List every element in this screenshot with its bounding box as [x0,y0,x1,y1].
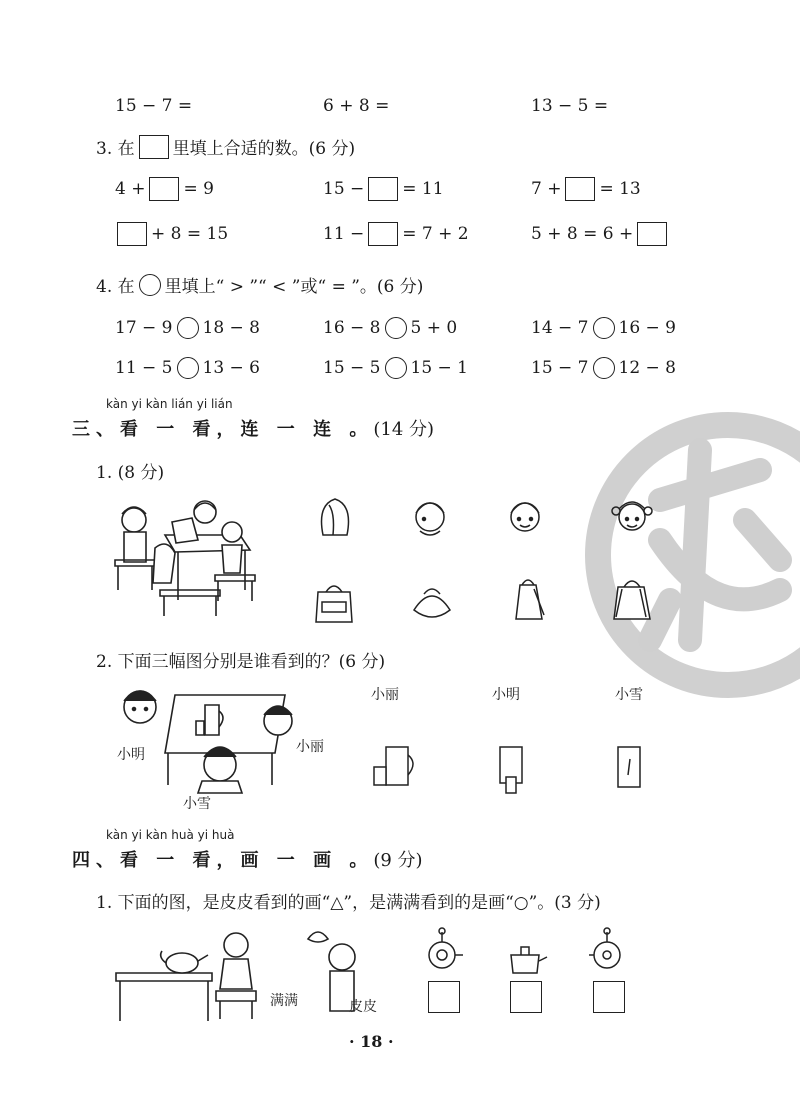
q4-title-circle [139,274,161,296]
q4-item-6-left: 15 − 7 [531,358,589,378]
q4-item-4-left: 11 − 5 [115,358,173,378]
answer-circle[interactable] [385,317,407,339]
person-label-xiaoxue: 小雪 [183,796,211,812]
answer-circle[interactable] [385,357,407,379]
section-4-heading [72,846,423,872]
q4-item-4-right: 13 − 6 [202,358,260,378]
answer-square-3[interactable] [593,981,625,1013]
q4-item-1-right: 18 − 8 [202,318,260,338]
boy-head-front-icon [505,495,545,540]
teapot-view-top-icon [424,925,464,975]
q3-item-3-pre: 7 + [531,179,562,199]
q3-item-1-post: = 9 [183,179,214,199]
q3-item-2 [323,177,444,201]
q4-title-pre: 4. 在 [96,277,135,297]
answer-box[interactable] [565,177,595,201]
answer-square-2[interactable] [510,981,542,1013]
q4-item-6-right: 12 − 8 [618,358,676,378]
answer-box[interactable] [117,222,147,246]
head-back-icon [315,495,355,540]
section-3-heading [72,415,434,441]
backpack-top-icon [410,580,454,625]
q3-item-1 [115,177,214,201]
view-cups-1-icon [370,745,420,795]
q4-item-4 [115,357,260,379]
answer-box[interactable] [368,177,398,201]
s3-q2-title: 2. 下面三幅图分别是谁看到的？(6 分) [96,652,386,672]
q3-title-box [139,135,169,159]
section-4-pinyin: kàn yi kàn huà yi huà [106,828,235,842]
q3-item-5-post: = 7 + 2 [402,224,469,244]
q4-item-2-left: 16 − 8 [323,318,381,338]
name-label-manman: 满满 [270,993,298,1009]
q4-item-1-left: 17 − 9 [115,318,173,338]
answer-box[interactable] [149,177,179,201]
answer-square-1[interactable] [428,981,460,1013]
answer-circle[interactable] [177,357,199,379]
q2-expr-3: 13 − 5 = [531,96,609,116]
q4-item-3 [531,317,676,339]
q3-item-3 [531,177,641,201]
q4-title-post: 里填上“ > ”“ < ”或“ = ”。(6 分) [164,277,424,297]
q3-item-5-pre: 11 − [323,224,365,244]
boy-head-side-icon [410,495,450,540]
q3-item-5 [323,222,469,246]
person-label-xiaoli: 小丽 [296,739,324,755]
q4-item-3-right: 16 − 9 [618,318,676,338]
name-label-pipi: 皮皮 [349,999,377,1015]
backpack-side-icon [510,575,554,620]
q3-item-2-post: = 11 [402,179,444,199]
q4-item-3-left: 14 − 7 [531,318,589,338]
girl-head-front-icon [610,495,654,540]
view-label-xiaoli: 小丽 [371,687,399,703]
q3-item-6 [531,222,667,246]
answer-circle[interactable] [177,317,199,339]
q4-title [96,272,423,297]
q3-item-6-pre: 5 + 8 = 6 + [531,224,634,244]
page-number: · 18 · [349,1032,394,1051]
view-cups-3-icon [612,745,652,795]
s4-q1-title: 1. 下面的图，是皮皮看到的画“△”，是满满看到的是画“○”。(3 分) [96,893,601,913]
q4-item-6 [531,357,676,379]
q2-expr-1: 15 − 7 = [115,96,193,116]
s3-q1-title: 1. (8 分) [96,463,165,483]
person-label-xiaoming: 小明 [117,747,145,763]
q3-title-post: 里填上合适的数。(6 分) [172,139,356,159]
q4-item-2 [323,317,457,339]
q4-item-1 [115,317,260,339]
section-4-score: (9 分) [373,850,423,871]
q3-title [96,134,355,159]
q4-item-2-right: 5 + 0 [410,318,458,338]
answer-box[interactable] [637,222,667,246]
teapot-view-side-icon [505,935,549,985]
q2-expr-2: 6 + 8 = [323,96,390,116]
q3-title-pre: 3. 在 [96,139,135,159]
backpack-front-icon [312,580,356,625]
answer-circle[interactable] [593,317,615,339]
answer-box[interactable] [368,222,398,246]
section-3-pinyin: kàn yi kàn lián yi lián [106,397,233,411]
q3-item-2-pre: 15 − [323,179,365,199]
view-cups-2-icon [494,745,534,797]
answer-circle[interactable] [593,357,615,379]
teapot-view-front-icon [589,925,629,975]
section-4-title: 四、看 一 看，画 一 画 。 [72,850,374,871]
q3-item-4 [117,222,228,246]
backpack-back-icon [610,575,654,620]
view-label-xiaoxue: 小雪 [615,687,643,703]
view-label-xiaoming: 小明 [492,687,520,703]
section-3-title: 三、看 一 看，连 一 连 。 [72,419,374,440]
q3-item-3-post: = 13 [599,179,641,199]
q4-item-5-right: 15 − 1 [410,358,468,378]
q3-item-4-post: + 8 = 15 [151,224,229,244]
kids-table-illustration [110,490,260,620]
section-3-score: (14 分) [373,419,435,440]
q4-item-5 [323,357,468,379]
q3-item-1-pre: 4 + [115,179,146,199]
q4-item-5-left: 15 − 5 [323,358,381,378]
